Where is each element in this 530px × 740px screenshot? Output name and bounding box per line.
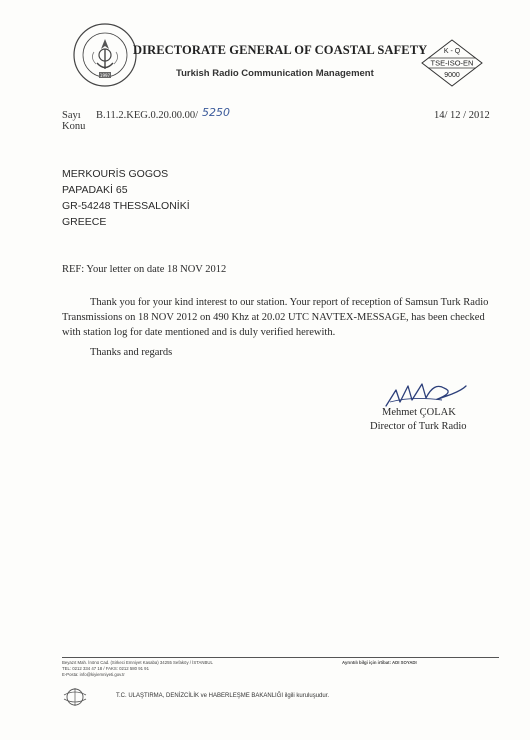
footer-contact-note: Ayrıntılı bilgi için irtibat: ADI SOYADI [342,660,417,665]
sayi-handwritten-number: 5250 [202,106,230,119]
reference-line: REF: Your letter on date 18 NOV 2012 [62,264,227,275]
recipient-country: GREECE [62,216,107,228]
organization-title: DIRECTORATE GENERAL OF COASTAL SAFETY [133,43,428,57]
organization-subtitle: Turkish Radio Communication Management [176,68,374,79]
signatory-title: Director of Turk Radio [370,421,467,432]
footer-divider [62,657,499,658]
ministry-line: T.C. ULAŞTIRMA, DENİZCİLİK ve HABERLEŞME BAKANLIĞI ilgili kuruluşudur. [116,693,330,699]
konu-label: Konu [62,121,86,132]
handwritten-signature-icon [382,380,472,410]
letter-body-text: Thank you for your kind interest to our station. Your report of reception of Samsun Turk Radio Transmissions on 18 NOV 2012 on 490 Khz at 20.02 UTC NAVTEX-MESSAGE, has been checked with station log for date mentioned and is duly verified herewith. [62,297,489,338]
recipient-name: MERKOURİS GOGOS [62,168,169,180]
letter-body [62,295,495,340]
footer-address-line-2: TEL: 0212 334 47 18 / FAKS: 0212 580 91 91 [62,666,149,671]
closing-line: Thanks and regards [90,347,173,358]
letter-date: 14/ 12 / 2012 [434,110,490,121]
footer-address [62,660,213,678]
sayi-label: Sayı [62,110,81,121]
recipient-address [62,166,190,230]
coastal-safety-seal-icon [72,22,138,88]
footer-address-line-1: Beyazıt Mah. İnönü Cad. (Sirkeci Emniyet Kasaba) 34255 Sefaköy / İSTANBUL [62,660,213,665]
signatory-name: Mehmet ÇOLAK [382,407,456,418]
cert-line-2: TSE-ISO-EN [430,58,474,68]
cert-line-1: K - Q [443,48,461,55]
ministry-logo-icon [62,686,88,708]
sayi-value: B.11.2.KEG.0.20.00.00/ [96,110,198,121]
recipient-city: GR-54248 THESSALONİKİ [62,200,190,212]
iso-certification-badge [420,38,484,88]
cert-line-3: 9000 [444,72,460,79]
recipient-street: PAPADAKİ 65 [62,184,128,196]
svg-text:1997: 1997 [99,73,111,78]
footer-address-line-3: E-Posta: info@kiyiemniyeti.gov.tr [62,672,125,677]
